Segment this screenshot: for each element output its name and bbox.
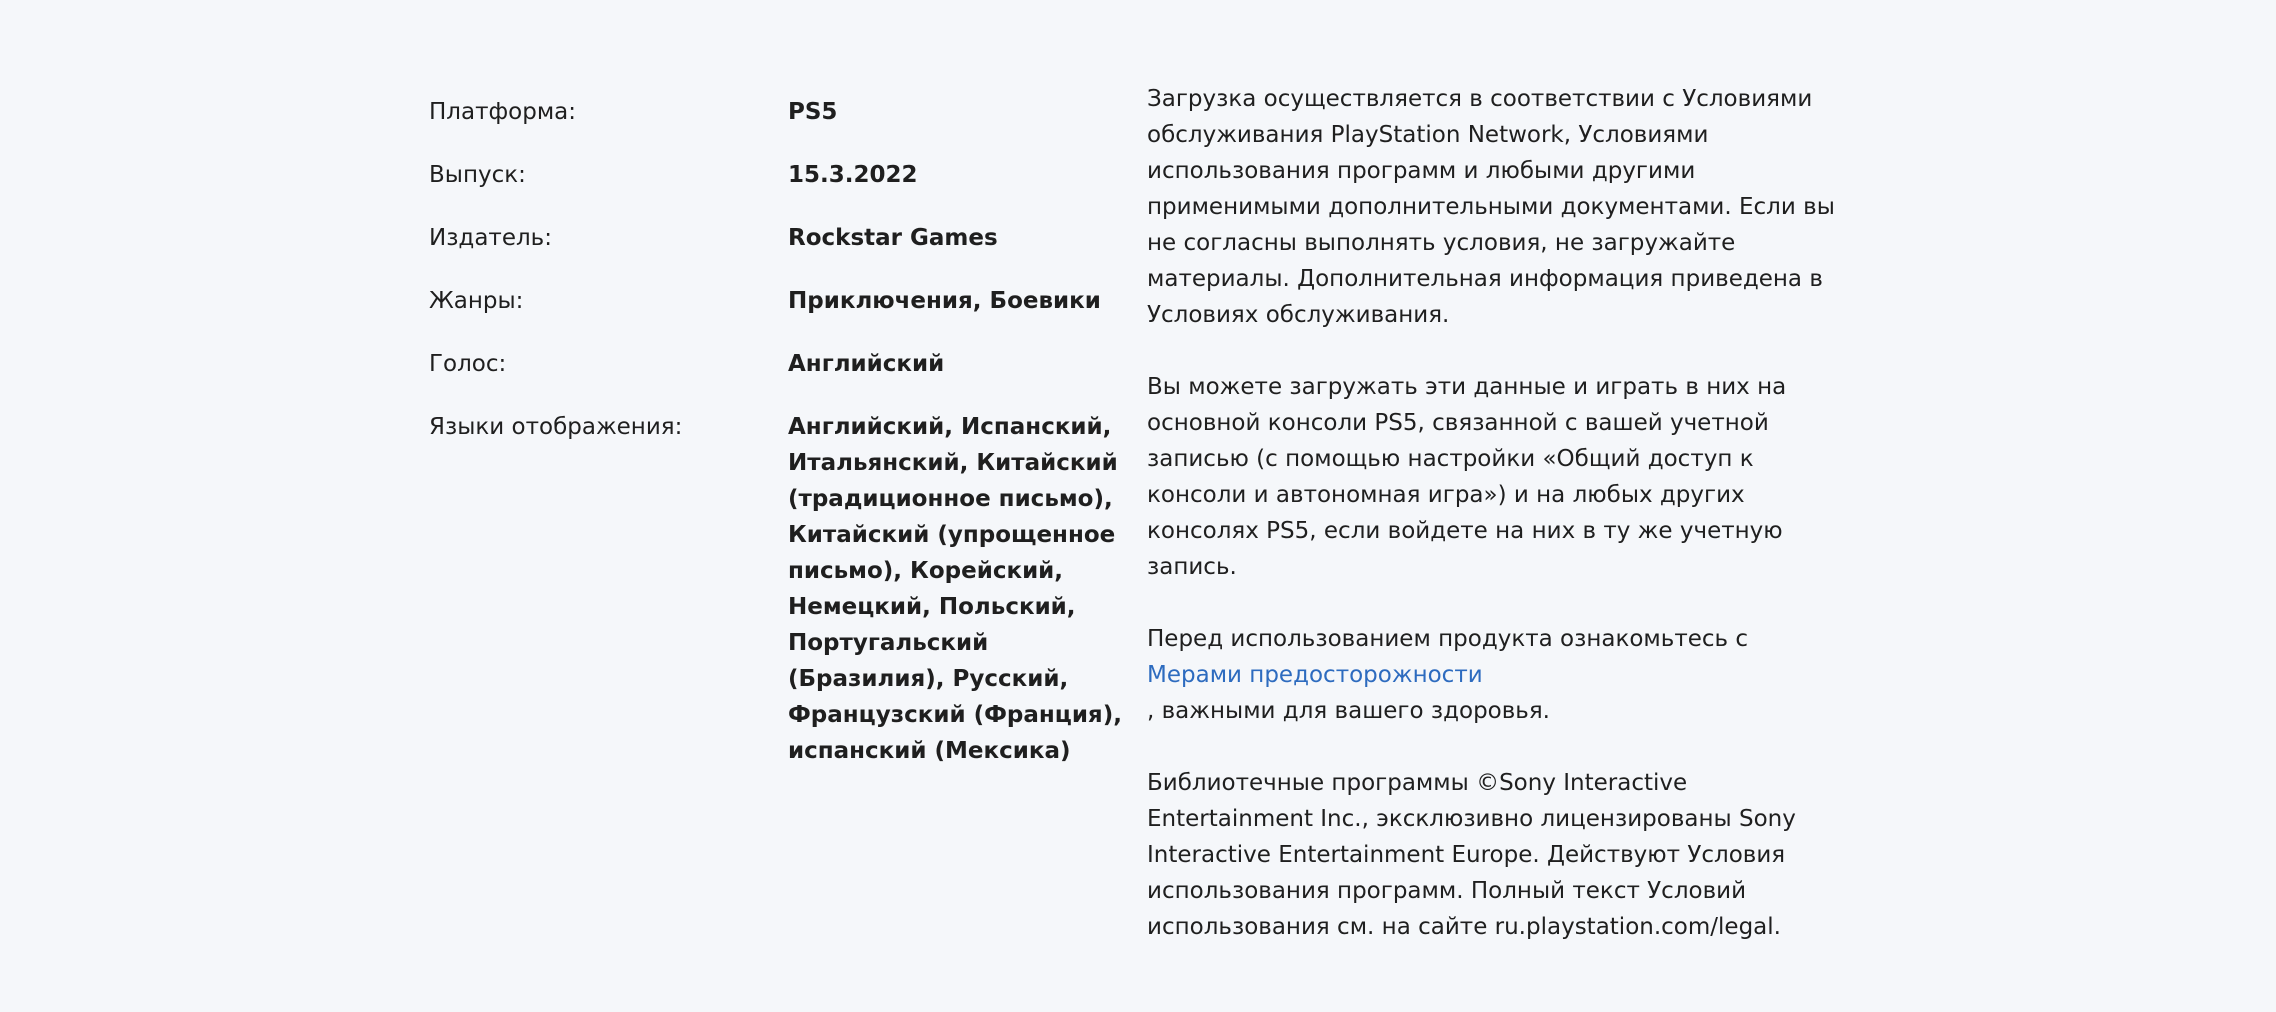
detail-row-voice	[429, 346, 1129, 382]
detail-row-platform	[429, 94, 1129, 130]
detail-row-display-languages	[429, 409, 1129, 769]
detail-label: Издатель:	[429, 225, 552, 251]
detail-label: Жанры:	[429, 288, 524, 314]
legal-paragraph-terms: Загрузка осуществляется в соответствии с Условиями обслуживания PlayStation Network, Условиями использования программ и любыми другими применимыми дополнительными документами. Если вы не согласны выполнять условия, не загружайте материалы. Дополнительная информация приведена в Условиях обслуживания.	[1147, 86, 1835, 328]
detail-label: Платформа:	[429, 99, 577, 125]
detail-value: Приключения, Боевики	[788, 288, 1101, 314]
safety-prefix: Перед использованием продукта ознакомьтесь с	[1147, 626, 1749, 652]
detail-row-genres	[429, 283, 1129, 319]
detail-row-publisher	[429, 220, 1129, 256]
detail-value: 15.3.2022	[788, 162, 918, 188]
detail-label: Голос:	[429, 351, 507, 377]
legal-paragraph-safety	[1147, 621, 1847, 729]
detail-row-release	[429, 157, 1129, 193]
detail-value: Английский, Испанский, Итальянский, Китайский (традиционное письмо), Китайский (упрощенное письмо), Корейский, Немецкий, Польский, Португальский (Бразилия), Русский, Французский (Франция), испанский (Мексика)	[788, 414, 1122, 764]
detail-value: Английский	[788, 351, 945, 377]
legal-paragraph-library: Библиотечные программы ©Sony Interactive Entertainment Inc., эксклюзивно лицензированы Sony Interactive Entertainment Europe. Действуют Условия использования программ. Полный текст Условий использования см. на сайте ru.playstation.com/legal.	[1147, 770, 1796, 940]
safety-suffix: , важными для вашего здоровья.	[1147, 698, 1550, 724]
legal-paragraph-console-sharing: Вы можете загружать эти данные и играть в них на основной консоли PS5, связанной с вашей учетной записью (с помощью настройки «Общий доступ к консоли и автономная игра») и на любых других консолях PS5, если войдете на них в ту же учетную запись.	[1147, 374, 1787, 580]
health-precautions-link[interactable]: Мерами предосторожности	[1147, 662, 1483, 688]
detail-label: Выпуск:	[429, 162, 526, 188]
detail-value: Rockstar Games	[788, 225, 998, 251]
detail-label: Языки отображения:	[429, 414, 683, 440]
detail-value: PS5	[788, 99, 838, 125]
legal-text	[1147, 81, 1847, 981]
product-details	[429, 94, 1129, 796]
